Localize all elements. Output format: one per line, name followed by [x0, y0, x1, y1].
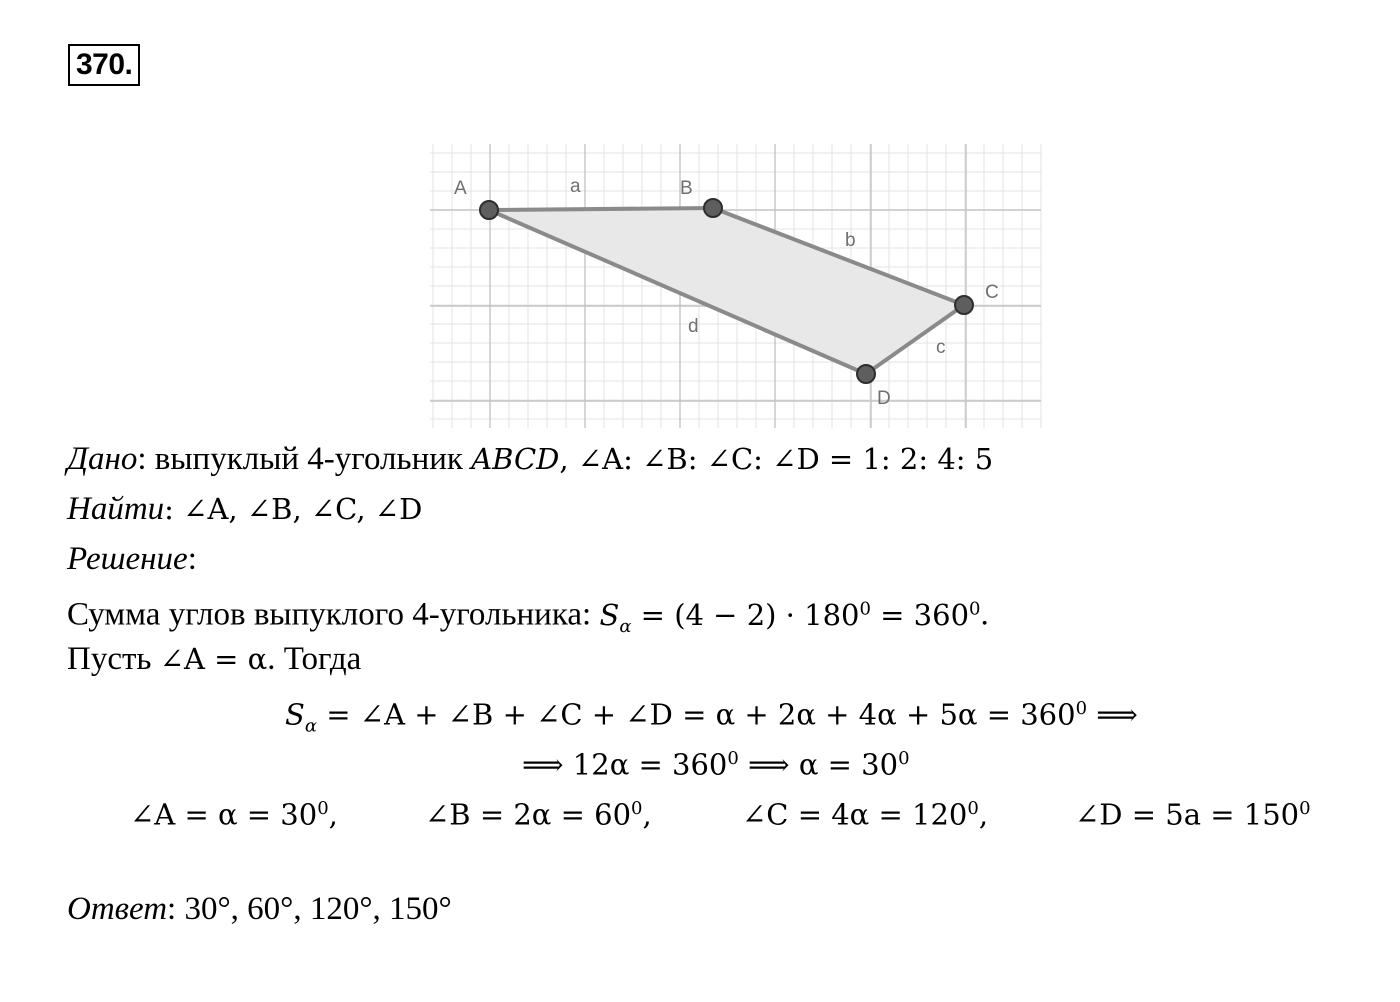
label-point-d: D	[877, 388, 891, 409]
find-label: Найти	[67, 491, 165, 527]
label-point-b: B	[680, 178, 693, 199]
equation-alpha: ⟹ $12\alpha = 360^0$ ⟹ $\alpha = 30^0$	[522, 747, 910, 782]
given-label: Дано	[67, 441, 138, 477]
given-ratio: , ∠A: ∠B: ∠C: ∠D = 1: 2: 4: 5	[559, 442, 994, 476]
angle-a-value: ∠A = $\alpha = 30^0$,	[130, 797, 338, 832]
given-text: : выпуклый 4-угольник	[137, 441, 472, 477]
angle-b-value: ∠B = $2\alpha = 60^0$,	[425, 797, 652, 832]
answer-line	[67, 889, 452, 929]
sum-text: Сумма углов выпуклого 4-угольника:	[67, 596, 600, 633]
label-side-b: b	[845, 230, 856, 251]
given-quad: ABCD	[471, 442, 560, 476]
quadrilateral-figure	[0, 0, 1400, 440]
point-a	[480, 201, 498, 219]
answer-label: Ответ	[67, 891, 168, 927]
side-a-line	[489, 208, 713, 210]
quadrilateral-abcd	[489, 208, 964, 374]
solution-line	[67, 539, 197, 579]
sum-end: .	[980, 596, 989, 633]
solution-label: Решение	[67, 541, 188, 577]
find-line	[67, 489, 422, 529]
let-end: . Тогда	[267, 641, 362, 677]
label-side-c: c	[936, 337, 946, 358]
sum-formula: $S_\alpha = (4 - 2) \cdot 180^0 = 360^0$	[599, 597, 981, 637]
answer-text: : 30°, 60°, 120°, 150°	[167, 891, 452, 927]
angle-d-value: ∠D = $5a = 150^0$	[1075, 797, 1311, 832]
point-c	[955, 296, 973, 314]
problem-number: 370.	[68, 44, 140, 86]
equation-sum: $S_\alpha$ = ∠A + ∠B + ∠C + ∠D = $\alpha + 2\alpha + 4\alpha + 5\alpha = 360^0$ ⟹	[285, 697, 1138, 737]
label-point-c: C	[985, 282, 999, 303]
angle-c-value: ∠C = $4\alpha = 120^0$,	[742, 797, 989, 832]
label-point-a: A	[454, 178, 467, 199]
let-text: Пусть	[67, 641, 160, 677]
given-line	[67, 439, 993, 479]
find-text: : ∠A, ∠B, ∠C, ∠D	[164, 492, 423, 526]
let-line	[67, 639, 361, 679]
label-side-d: d	[688, 316, 699, 337]
let-formula: ∠A = α	[159, 642, 268, 676]
label-side-a: a	[570, 176, 581, 197]
solution-colon: :	[187, 541, 197, 577]
point-d	[857, 365, 875, 383]
sum-line	[67, 589, 989, 646]
point-b	[704, 199, 722, 217]
